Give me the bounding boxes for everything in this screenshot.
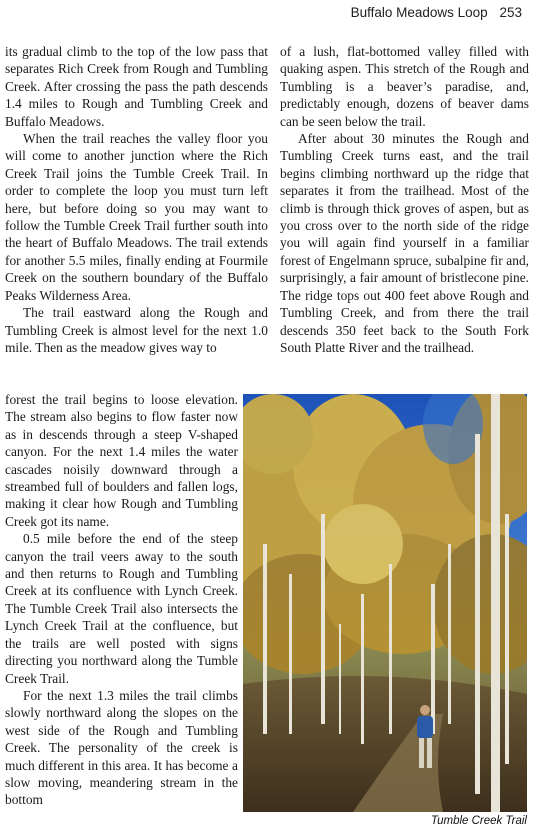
aspen-trail-photo	[243, 394, 527, 812]
paragraph: forest the trail begins to loose elevation. The stream also begins to flow faster now as in descends through a steep V-shaped canyon. For the next 1.4 miles the water cascades noisily downward through a streambed full of boulders and fallen logs, making it clear how Rough and Tumbling Creek got its name.	[5, 392, 238, 529]
left-column-narrow	[5, 391, 238, 809]
paragraph: After about 30 minutes the Rough and Tumbling Creek turns east, and the trail begins climbing northward up the ridge that separates it from the trailhead. Most of the climb is through thick groves of aspen, but as you cross over to the north side of the ridge you will again find yourself in a familiar forest of Engelmann spruce, subalpine fir and, surprisingly, a fair amount of bristlecone pine. The ridge tops out 400 feet above Rough and Tumbling Creek, and from there the trail descends 350 feet back to the South Fork South Platte River and the trailhead.	[280, 131, 529, 355]
left-column-top	[5, 43, 268, 356]
paragraph: The trail eastward along the Rough and Tumbling Creek is almost level for the next 1.0 mile. Then as the meadow gives way to	[5, 305, 268, 355]
header-title: Buffalo Meadows Loop	[350, 5, 488, 20]
running-header	[351, 5, 522, 20]
photo-caption: Tumble Creek Trail	[430, 815, 527, 827]
paragraph: When the trail reaches the valley floor you will come to another junction where the Rich Creek Trail joins the Tumble Creek Trail. In order to complete the loop you must turn left here, but before doing so you may want to follow the Tumble Creek Trail further south into the heart of Buffalo Meadows. The trail extends for another 5.5 miles, finally ending at Fourmile Creek on the southern boundary of the Buffalo Peaks Wilderness Area.	[5, 131, 268, 303]
paragraph: 0.5 mile before the end of the steep canyon the trail veers away to the south and then returns to Rough and Tumbling Creek at its confluence with Lynch Creek. The Tumble Creek Trail also intersects the Lynch Creek Trail at the confluence, but the trails are well posted with signs directing you northward along the Tumble Creek Trail.	[5, 531, 238, 686]
paragraph: its gradual climb to the top of the low pass that separates Rich Creek from Rough and Tumbling Creek. After crossing the pass the path descends 1.4 miles to Rough and Tumbling Creek and Buffalo Meadows.	[5, 44, 268, 129]
paragraph: of a lush, flat-bottomed valley filled with quaking aspen. This stretch of the Rough and Tumbling is a beaver’s paradise, and, predictably enough, dozens of beaver dams can be seen below the trail.	[280, 44, 529, 129]
page-number: 253	[499, 5, 522, 20]
right-column	[280, 43, 529, 356]
paragraph: For the next 1.3 miles the trail climbs slowly northward along the slopes on the west side of the Rough and Tumbling Creek. The personality of the creek is much different in this area. It has become a slow moving, meandering stream in the bottom	[5, 687, 238, 808]
